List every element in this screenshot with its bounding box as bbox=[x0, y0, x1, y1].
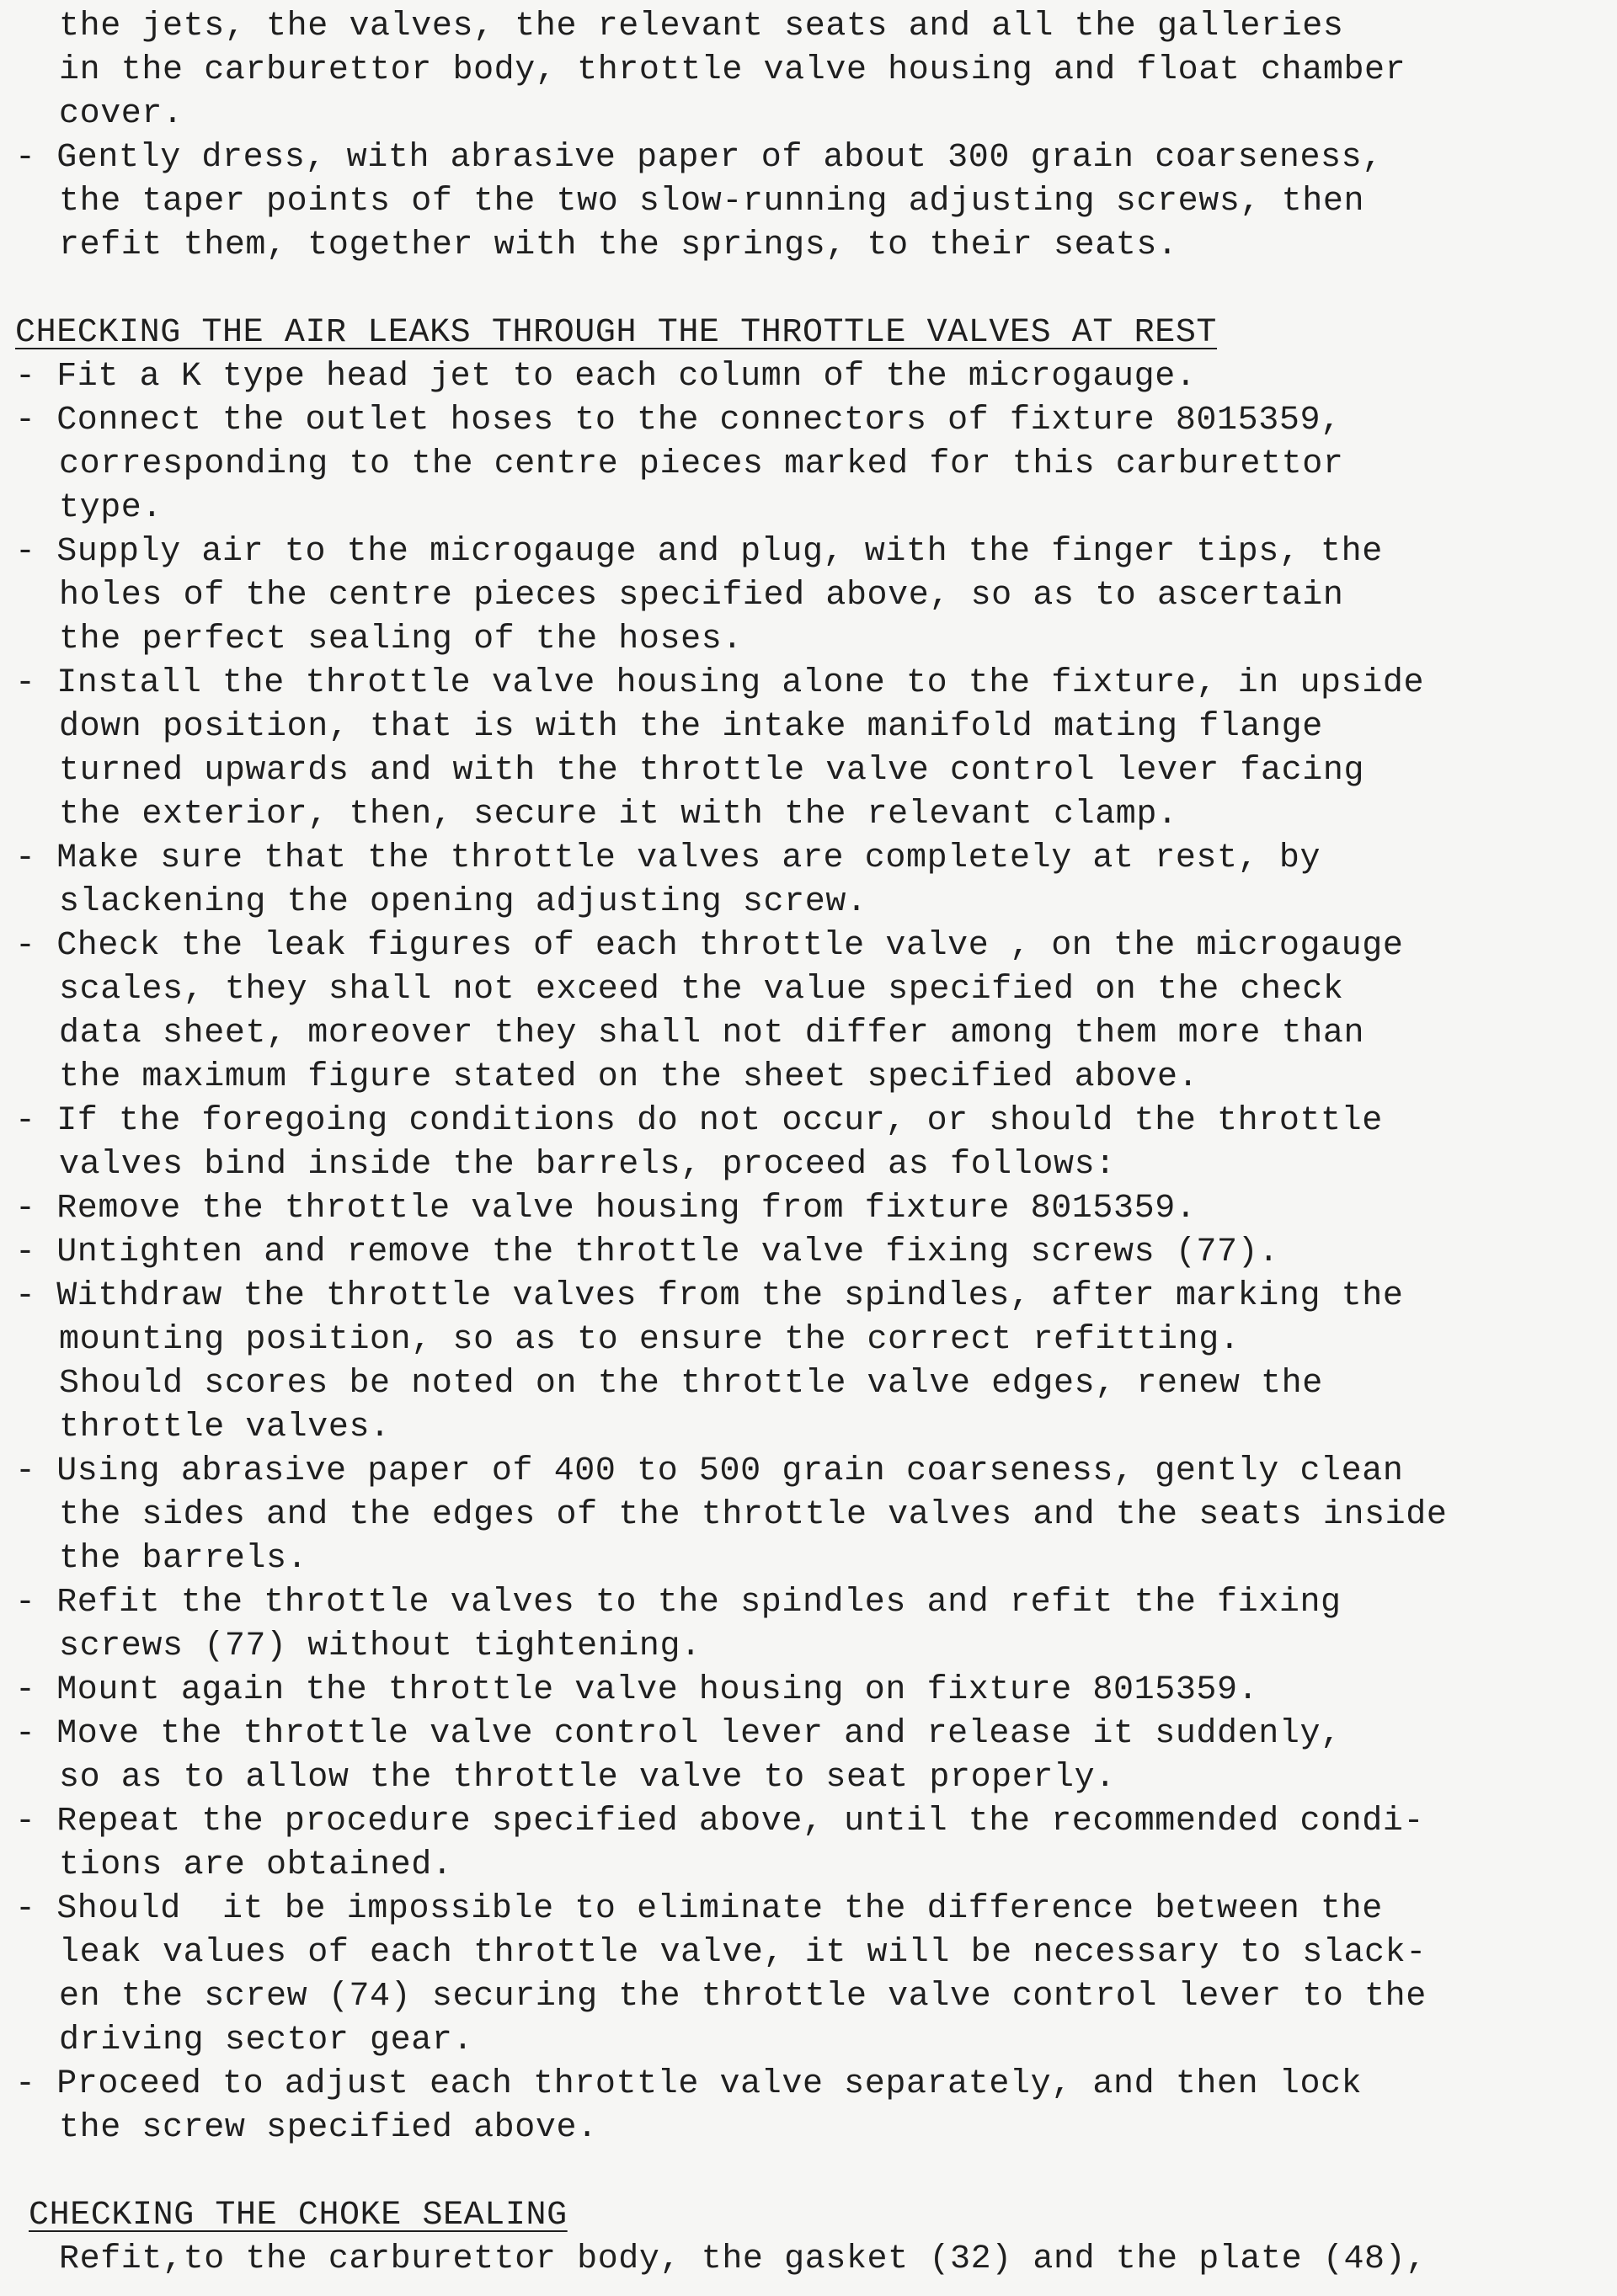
procedure-line: mounting position, so as to ensure the correct refitting. bbox=[59, 1321, 1241, 1359]
procedure-line: Should scores be noted on the throttle valve edges, renew the bbox=[59, 1365, 1323, 1403]
procedure-line: - Repeat the procedure specified above, until the recommended condi- bbox=[15, 1803, 1425, 1841]
section-heading-choke: CHECKING THE CHOKE SEALING bbox=[29, 2197, 568, 2235]
procedure-line: - Connect the outlet hoses to the connectors of fixture 8015359, bbox=[15, 402, 1342, 439]
paragraph-line: the taper points of the two slow-running adjusting screws, then bbox=[59, 183, 1365, 221]
procedure-line: - Mount again the throttle valve housing on fixture 8015359. bbox=[15, 1671, 1259, 1709]
procedure-line: down position, that is with the intake manifold mating flange bbox=[59, 708, 1323, 746]
procedure-line: - Make sure that the throttle valves are completely at rest, by bbox=[15, 839, 1321, 877]
procedure-line: type. bbox=[59, 489, 163, 527]
procedure-line: driving sector gear. bbox=[59, 2022, 474, 2059]
paragraph-line: the jets, the valves, the relevant seats and all the galleries bbox=[59, 8, 1344, 45]
procedure-line: - Should it be impossible to eliminate the difference between the bbox=[15, 1890, 1383, 1928]
procedure-line: scales, they shall not exceed the value specified on the check bbox=[59, 971, 1344, 1009]
procedure-line: the sides and the edges of the throttle valves and the seats inside bbox=[59, 1496, 1448, 1534]
procedure-line: screws (77) without tightening. bbox=[59, 1627, 702, 1665]
procedure-line: so as to allow the throttle valve to seat properly. bbox=[59, 1759, 1116, 1797]
section-heading-air-leaks: CHECKING THE AIR LEAKS THROUGH THE THROTTLE VALVES AT REST bbox=[15, 314, 1218, 352]
procedure-line: - If the foregoing conditions do not occur, or should the throttle bbox=[15, 1102, 1383, 1140]
procedure-line: the maximum figure stated on the sheet specified above. bbox=[59, 1058, 1199, 1096]
procedure-line: - Withdraw the throttle valves from the spindles, after marking the bbox=[15, 1277, 1404, 1315]
procedure-line: en the screw (74) securing the throttle valve control lever to the bbox=[59, 1978, 1427, 2016]
procedure-line: corresponding to the centre pieces marked for this carburettor bbox=[59, 445, 1344, 483]
procedure-line: - Move the throttle valve control lever and release it suddenly, bbox=[15, 1715, 1342, 1753]
procedure-line: - Proceed to adjust each throttle valve separately, and then lock bbox=[15, 2065, 1363, 2103]
procedure-line: - Refit the throttle valves to the spindles and refit the fixing bbox=[15, 1584, 1342, 1622]
procedure-line: the perfect sealing of the hoses. bbox=[59, 621, 743, 658]
procedure-line: valves bind inside the barrels, proceed as follows: bbox=[59, 1146, 1116, 1184]
procedure-line: leak values of each throttle valve, it will be necessary to slack- bbox=[59, 1934, 1427, 1972]
procedure-line: data sheet, moreover they shall not differ among them more than bbox=[59, 1015, 1365, 1052]
procedure-line: - Supply air to the microgauge and plug, with the finger tips, the bbox=[15, 533, 1383, 571]
procedure-line: the screw specified above. bbox=[59, 2109, 598, 2147]
paragraph-line: in the carburettor body, throttle valve housing and float chamber bbox=[59, 51, 1406, 89]
procedure-line: - Check the leak figures of each throttle valve , on the microgauge bbox=[15, 927, 1404, 965]
procedure-line: slackening the opening adjusting screw. bbox=[59, 883, 867, 921]
paragraph-line: cover. bbox=[59, 95, 184, 133]
procedure-line: - Using abrasive paper of 400 to 500 grain coarseness, gently clean bbox=[15, 1452, 1404, 1490]
procedure-line: turned upwards and with the throttle valve control lever facing bbox=[59, 752, 1365, 790]
procedure-line: throttle valves. bbox=[59, 1409, 391, 1446]
paragraph-line: refit them, together with the springs, to their seats. bbox=[59, 226, 1178, 264]
procedure-line: - Untighten and remove the throttle valve fixing screws (77). bbox=[15, 1233, 1279, 1271]
procedure-line: holes of the centre pieces specified above, so as to ascertain bbox=[59, 577, 1344, 615]
procedure-line: - Fit a K type head jet to each column of the microgauge. bbox=[15, 358, 1197, 396]
procedure-line: the exterior, then, secure it with the relevant clamp. bbox=[59, 796, 1178, 834]
procedure-line: tions are obtained. bbox=[59, 1846, 453, 1884]
choke-line: Refit,to the carburettor body, the gasket (32) and the plate (48), bbox=[59, 2240, 1427, 2278]
procedure-line: - Install the throttle valve housing alone to the fixture, in upside bbox=[15, 664, 1425, 702]
procedure-line: the barrels. bbox=[59, 1540, 308, 1578]
procedure-line: - Remove the throttle valve housing from fixture 8015359. bbox=[15, 1190, 1197, 1228]
paragraph-line: - Gently dress, with abrasive paper of about 300 grain coarseness, bbox=[15, 139, 1383, 177]
